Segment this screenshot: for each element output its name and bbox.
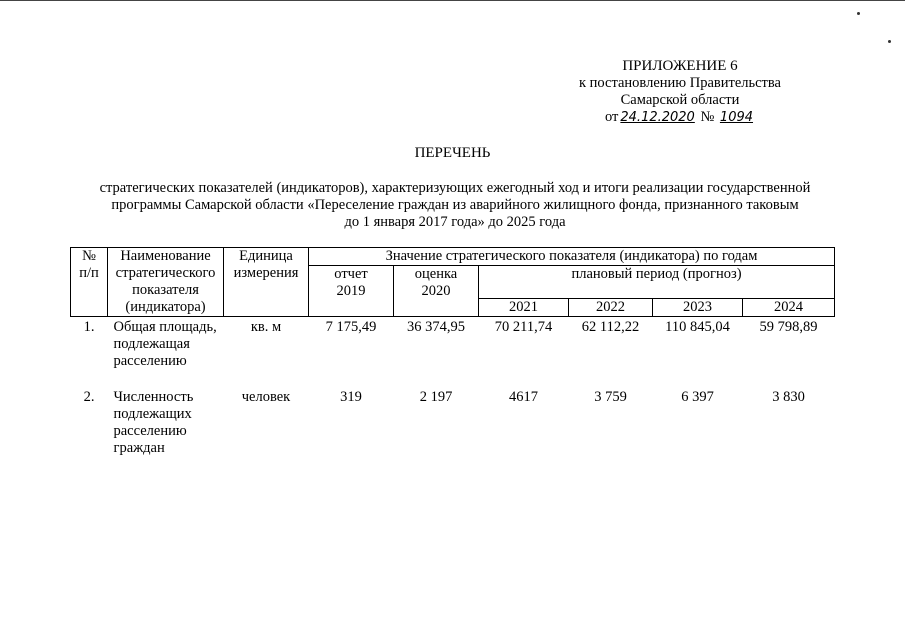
- scan-edge-line: [0, 0, 905, 1]
- row-value-2019: 7 175,49: [325, 319, 377, 335]
- header-unit: Единица измерения: [224, 248, 309, 317]
- header-name: Наименование стратегического показателя (индикатора): [108, 248, 224, 317]
- header-report: [309, 266, 394, 317]
- row-num: 2.: [83, 389, 95, 405]
- header-num: [71, 248, 108, 317]
- document-heading: ПЕРЕЧЕНЬ: [414, 145, 491, 161]
- header-year-2022: 2022: [569, 299, 653, 317]
- number-prefix: №: [700, 109, 715, 125]
- header-estimate-year: 2020: [421, 283, 451, 299]
- row-name: Общая площадь, подлежащая расселению: [113, 319, 217, 369]
- header-row-1: [71, 248, 835, 266]
- row-value-2023: 6 397: [681, 389, 714, 405]
- row-value-2021: 4617: [509, 389, 538, 405]
- scan-speck: [888, 40, 891, 43]
- row-value-2023: 110 845,04: [665, 319, 730, 335]
- header-num-line2: п/п: [79, 265, 99, 281]
- appendix-date-line: [560, 109, 800, 126]
- appendix-line-1: к постановлению Правительства: [579, 75, 781, 91]
- row-value-2021: 70 211,74: [494, 319, 553, 335]
- indicators-table: [70, 247, 835, 457]
- row-value-2024: 59 798,89: [759, 319, 818, 335]
- row-value-2019: 319: [340, 389, 362, 405]
- handwritten-date: 24.12.2020: [620, 110, 695, 125]
- appendix-title: ПРИЛОЖЕНИЕ 6: [622, 58, 738, 74]
- handwritten-number: 1094: [719, 110, 754, 125]
- header-values-group: Значение стратегического показателя (индикатора) по годам: [309, 248, 835, 266]
- header-plan-group: плановый период (прогноз): [479, 266, 835, 299]
- row-value-2020: 2 197: [419, 389, 453, 405]
- appendix-block: [560, 58, 800, 126]
- date-prefix: от: [604, 109, 619, 125]
- header-year-2023: 2023: [653, 299, 743, 317]
- subtitle-line-2: программы Самарской области «Переселение граждан из аварийного жилищного фонда, признанного таковым: [111, 197, 799, 213]
- row-value-2022: 62 112,22: [581, 319, 640, 335]
- header-num-line1: №: [82, 248, 96, 264]
- scan-speck: [857, 12, 860, 15]
- row-unit: кв. м: [250, 319, 282, 335]
- subtitle-line-1: стратегических показателей (индикаторов), характеризующих ежегодный ход и итоги реализации государственной: [99, 180, 811, 196]
- header-year-2024: 2024: [743, 299, 835, 317]
- row-value-2020: 36 374,95: [407, 319, 465, 335]
- row-value-2024: 3 830: [772, 389, 805, 405]
- header-estimate: [394, 266, 479, 317]
- subtitle-line-3: до 1 января 2017 года» до 2025 года: [344, 214, 566, 230]
- header-year-2021: 2021: [479, 299, 569, 317]
- row-num: 1.: [83, 319, 95, 335]
- table-row: [71, 387, 835, 457]
- row-unit: человек: [241, 389, 291, 405]
- document-subtitle: [70, 180, 840, 231]
- header-report-year: 2019: [336, 283, 366, 299]
- row-name: Численность подлежащих расселению граждан: [113, 389, 194, 456]
- appendix-line-2: Самарской области: [620, 92, 740, 108]
- table-row: [71, 317, 835, 388]
- header-estimate-label: оценка: [414, 266, 458, 282]
- header-report-label: отчет: [334, 266, 368, 282]
- row-value-2022: 3 759: [594, 389, 627, 405]
